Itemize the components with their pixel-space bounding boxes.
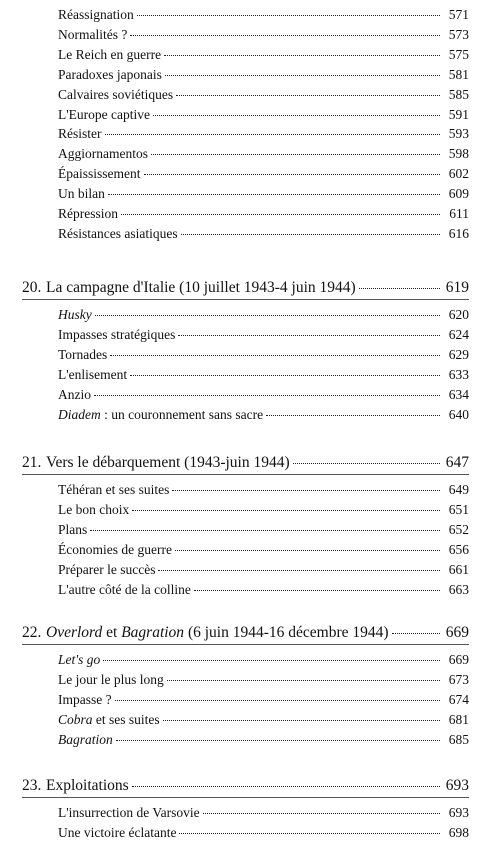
entry-title <box>58 408 263 422</box>
title-segment: L'autre côté de la colline <box>58 581 191 597</box>
dot-leader <box>105 134 441 135</box>
entry-title <box>58 583 191 597</box>
title-segment: Exploitations <box>46 777 129 794</box>
entry-title <box>58 207 118 221</box>
title-segment: Réassignation <box>58 7 134 22</box>
entry-title <box>58 167 141 181</box>
entry-title <box>58 8 134 22</box>
chapter-rule <box>22 644 469 645</box>
dot-leader <box>144 174 441 175</box>
entry-title <box>58 483 169 497</box>
chapter-number: 22. <box>22 624 42 641</box>
title-segment: Préparer le succès <box>58 561 156 577</box>
page-number: 591 <box>448 106 469 122</box>
title-segment: Résistances asiatiques <box>58 225 178 241</box>
entry-title <box>58 693 112 707</box>
title-segment: Tornades <box>58 346 108 362</box>
toc-entry <box>58 583 469 597</box>
entry-title <box>58 187 105 201</box>
title-segment: Paradoxes japonais <box>58 66 162 82</box>
title-segment: Répression <box>58 206 118 221</box>
toc-entry <box>58 127 469 141</box>
entry-title <box>58 147 148 161</box>
dot-leader <box>108 194 440 195</box>
page-number: 620 <box>448 307 469 322</box>
page-number: 669 <box>448 652 469 667</box>
entry-title <box>58 826 176 840</box>
page-number: 611 <box>449 206 469 221</box>
title-segment: : un couronnement sans sacre <box>100 406 264 422</box>
title-segment: Bagration <box>58 731 113 747</box>
chapter-heading <box>22 778 469 794</box>
toc-entry <box>58 328 469 342</box>
title-segment: Économies de guerre <box>58 541 172 557</box>
entry-title <box>58 328 175 342</box>
title-segment: Diadem <box>58 406 101 422</box>
page-number: 633 <box>448 366 469 382</box>
toc-entry <box>58 308 469 322</box>
dot-leader <box>175 550 440 551</box>
dot-leader <box>151 154 440 155</box>
toc-entry <box>58 88 469 102</box>
entry-title <box>58 503 129 517</box>
entry-title <box>58 733 113 747</box>
entry-title <box>58 48 161 62</box>
page-number: 619 <box>445 279 469 296</box>
entry-title <box>58 673 164 687</box>
dot-leader <box>153 115 440 116</box>
dot-leader <box>103 660 440 661</box>
title-segment: Bagration <box>121 624 185 641</box>
dot-leader <box>137 15 440 16</box>
toc-entry <box>58 826 469 840</box>
title-segment: Vers le débarquement (1943-juin 1944) <box>46 454 290 471</box>
toc-entry <box>58 68 469 82</box>
chapter-rule <box>22 299 469 300</box>
page-number: 656 <box>448 541 469 557</box>
dot-leader <box>203 813 440 814</box>
title-segment: Cobra <box>58 711 93 727</box>
page-number: 674 <box>448 691 469 707</box>
entry-title <box>58 108 150 122</box>
page-number: 609 <box>448 186 469 202</box>
dot-leader <box>167 680 440 681</box>
toc-entry <box>58 227 469 241</box>
dot-leader <box>121 214 440 215</box>
page-number: 649 <box>448 482 469 497</box>
page-number: 681 <box>448 711 469 727</box>
dot-leader <box>110 355 440 356</box>
page-number: 593 <box>448 126 469 142</box>
title-segment: Téhéran et ses suites <box>58 482 170 497</box>
page-number: 693 <box>448 805 469 820</box>
dot-leader <box>172 490 440 491</box>
chapter-rule <box>22 797 469 798</box>
dot-leader <box>266 415 440 416</box>
page-number: 652 <box>448 521 469 537</box>
title-segment: (6 juin 1944-16 décembre 1944) <box>184 624 389 641</box>
page-number: 575 <box>448 46 469 62</box>
dot-leader <box>293 463 440 464</box>
toc-entry <box>58 563 469 577</box>
page-number: 685 <box>448 731 469 747</box>
entry-title <box>58 563 155 577</box>
chapter-heading <box>22 280 469 296</box>
chapter-number: 23. <box>22 777 42 794</box>
title-segment: Overlord <box>46 624 103 641</box>
title-segment: Normalités ? <box>58 26 128 42</box>
title-segment: Let's go <box>58 652 101 667</box>
dot-leader <box>95 315 440 316</box>
title-segment: Husky <box>58 307 92 322</box>
toc-entry <box>58 8 469 22</box>
dot-leader <box>164 55 440 56</box>
title-segment: et ses suites <box>92 711 160 727</box>
title-segment: Impasse ? <box>58 691 112 707</box>
chapter-heading <box>22 455 469 471</box>
toc-entry <box>58 503 469 517</box>
chapter-rule <box>22 474 469 475</box>
toc-entry <box>58 108 469 122</box>
toc-entry <box>58 408 469 422</box>
dot-leader <box>176 95 440 96</box>
entry-title <box>58 28 127 42</box>
chapter-title <box>46 280 356 296</box>
entry-title <box>58 388 91 402</box>
title-segment: Le jour le plus long <box>58 671 164 687</box>
dot-leader <box>194 590 440 591</box>
chapter-title <box>46 625 389 641</box>
entry-title <box>58 68 162 82</box>
chapter-heading <box>22 625 469 641</box>
title-segment: Un bilan <box>58 186 105 202</box>
page-number: 602 <box>448 166 469 182</box>
title-segment: Anzio <box>58 386 91 402</box>
chapter-number: 21. <box>22 454 42 471</box>
dot-leader <box>178 335 440 336</box>
entry-title <box>58 523 87 537</box>
toc-entry <box>58 368 469 382</box>
title-segment: Une victoire éclatante <box>58 824 177 840</box>
entry-title <box>58 127 102 141</box>
page-number: 616 <box>448 225 469 241</box>
page-number: 629 <box>448 346 469 362</box>
page-number: 624 <box>448 326 469 342</box>
dot-leader <box>359 288 440 289</box>
toc-entry <box>58 348 469 362</box>
dot-leader <box>116 740 440 741</box>
title-segment: L'Europe captive <box>58 106 151 122</box>
page-number: 693 <box>445 777 469 794</box>
title-segment: Résister <box>58 126 102 142</box>
page-number: 634 <box>448 386 469 402</box>
page-number: 598 <box>448 146 469 162</box>
dot-leader <box>181 234 440 235</box>
title-segment: L'enlisement <box>58 366 128 382</box>
page-number: 651 <box>448 501 469 517</box>
toc-entry <box>58 147 469 161</box>
title-segment: Le bon choix <box>58 501 130 517</box>
dot-leader <box>163 720 440 721</box>
title-segment: Épaississement <box>58 166 141 182</box>
dot-leader <box>130 35 440 36</box>
dot-leader <box>179 833 440 834</box>
entry-title <box>58 227 178 241</box>
page-number: 663 <box>448 581 469 597</box>
dot-leader <box>132 510 440 511</box>
toc-entry <box>58 167 469 181</box>
title-segment: Plans <box>58 521 88 537</box>
page-number: 673 <box>448 671 469 687</box>
page-number: 585 <box>448 86 469 102</box>
entry-title <box>58 543 172 557</box>
toc-entry <box>58 543 469 557</box>
title-segment: L'insurrection de Varsovie <box>58 805 200 820</box>
dot-leader <box>392 633 440 634</box>
toc-entry <box>58 28 469 42</box>
title-segment: Le Reich en guerre <box>58 46 162 62</box>
dot-leader <box>90 530 440 531</box>
dot-leader <box>115 700 440 701</box>
page-number: 669 <box>445 624 469 641</box>
page-number: 647 <box>445 454 469 471</box>
title-segment: Calvaires soviétiques <box>58 86 174 102</box>
toc-entry <box>58 388 469 402</box>
dot-leader <box>94 395 440 396</box>
dot-leader <box>132 786 440 787</box>
chapter-title <box>46 778 129 794</box>
entry-title <box>58 713 160 727</box>
entry-title <box>58 653 100 667</box>
title-segment: Aggiornamentos <box>58 146 148 162</box>
entry-title <box>58 348 107 362</box>
chapter-title <box>46 455 290 471</box>
page-number: 640 <box>448 406 469 422</box>
toc-entry <box>58 48 469 62</box>
title-segment: La campagne d'Italie (10 juillet 1943-4 juin 1944) <box>46 279 356 296</box>
toc-entry <box>58 187 469 201</box>
toc-entry <box>58 693 469 707</box>
toc-entry <box>58 733 469 747</box>
dot-leader <box>130 375 440 376</box>
entry-title <box>58 368 127 382</box>
toc-entry <box>58 713 469 727</box>
toc-entry <box>58 653 469 667</box>
page-number: 573 <box>448 26 469 42</box>
page-number: 661 <box>448 561 469 577</box>
toc-entry <box>58 523 469 537</box>
title-segment: Impasses stratégiques <box>58 326 176 342</box>
toc-entry <box>58 483 469 497</box>
title-segment: et <box>102 624 122 641</box>
toc-entry <box>58 806 469 820</box>
page-number: 698 <box>448 824 469 840</box>
toc-entry <box>58 673 469 687</box>
entry-title <box>58 308 92 322</box>
page-number: 581 <box>448 66 469 82</box>
dot-leader <box>158 570 440 571</box>
chapter-number: 20. <box>22 279 42 296</box>
entry-title <box>58 806 200 820</box>
page-number: 571 <box>448 7 469 22</box>
toc-entry <box>58 207 469 221</box>
dot-leader <box>165 75 440 76</box>
entry-title <box>58 88 173 102</box>
